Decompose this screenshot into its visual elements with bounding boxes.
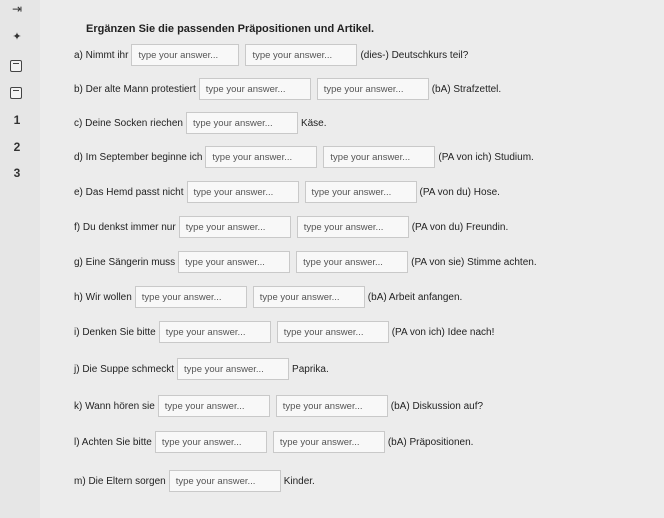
row-suffix: (bA) Diskussion auf? (390, 400, 484, 412)
answer-field[interactable]: type your answer... (199, 78, 311, 100)
row-prefix: c) Deine Socken riechen (74, 117, 183, 129)
answer-field[interactable]: type your answer... (305, 181, 417, 203)
row-prefix: f) Du denkst immer nur (74, 221, 176, 233)
arrow-right-bar-icon[interactable]: ⇥ (11, 2, 23, 16)
exercise-row-h (74, 285, 462, 309)
row-prefix: d) Im September beginne ich (74, 151, 203, 163)
row-suffix: (PA von du) Freundin. (411, 221, 509, 233)
row-suffix: (PA von ich) Idee nach! (391, 326, 495, 338)
row-suffix: (PA von sie) Stimme achten. (411, 256, 537, 268)
row-suffix: (PA von ich) Studium. (438, 151, 534, 163)
exercise-row-i (74, 320, 494, 344)
answer-field[interactable]: type your answer... (277, 321, 389, 343)
answer-field[interactable]: type your answer... (186, 112, 298, 134)
exercise-row-c (74, 111, 327, 135)
row-suffix: (bA) Arbeit anfangen. (367, 291, 463, 303)
list-icon[interactable] (10, 87, 22, 99)
answer-field[interactable]: type your answer... (273, 431, 385, 453)
answer-field[interactable]: type your answer... (178, 251, 290, 273)
answer-field[interactable]: type your answer... (158, 395, 270, 417)
row-suffix: (bA) Strafzettel. (431, 83, 502, 95)
row-suffix: Käse. (300, 117, 327, 129)
note-icon[interactable] (10, 60, 22, 72)
exercise-row-b (74, 77, 501, 101)
exercise-title: Ergänzen Sie die passenden Präpositionen und Artikel. (86, 23, 375, 35)
exercise-row-l (74, 430, 473, 454)
pin-icon[interactable]: ✦ (12, 31, 22, 43)
exercise-row-f (74, 215, 508, 239)
answer-field[interactable]: type your answer... (169, 470, 281, 492)
answer-field[interactable]: type your answer... (245, 44, 357, 66)
answer-field[interactable]: type your answer... (179, 216, 291, 238)
row-suffix: Kinder. (283, 475, 315, 487)
exercise-row-a (74, 43, 468, 67)
exercise-row-d (74, 145, 534, 169)
exercise-row-e (74, 180, 500, 204)
row-prefix: l) Achten Sie bitte (74, 436, 152, 448)
answer-field[interactable]: type your answer... (323, 146, 435, 168)
row-suffix: (bA) Präpositionen. (387, 436, 474, 448)
row-prefix: h) Wir wollen (74, 291, 132, 303)
answer-field[interactable]: type your answer... (177, 358, 289, 380)
exercise-row-k (74, 394, 483, 418)
answer-field[interactable]: type your answer... (131, 44, 239, 66)
row-prefix: i) Denken Sie bitte (74, 326, 156, 338)
row-suffix: Paprika. (292, 363, 329, 375)
row-prefix: b) Der alte Mann protestiert (74, 83, 196, 95)
answer-field[interactable]: type your answer... (159, 321, 271, 343)
sidebar-item-3[interactable]: 3 (13, 166, 21, 180)
answer-field[interactable]: type your answer... (155, 431, 267, 453)
answer-field[interactable]: type your answer... (135, 286, 247, 308)
row-prefix: j) Die Suppe schmeckt (74, 363, 175, 375)
row-prefix: g) Eine Sängerin muss (74, 256, 176, 268)
row-suffix: (dies-) Deutschkurs teil? (360, 49, 469, 61)
answer-field[interactable]: type your answer... (297, 216, 409, 238)
exercise-panel (40, 0, 664, 518)
left-toolbar (0, 0, 40, 518)
row-prefix: k) Wann hören sie (74, 400, 155, 412)
sidebar-item-2[interactable]: 2 (13, 140, 21, 154)
row-prefix: a) Nimmt ihr (74, 49, 129, 61)
exercise-row-m (74, 469, 315, 493)
answer-field[interactable]: type your answer... (276, 395, 388, 417)
sidebar-item-1[interactable]: 1 (13, 113, 21, 127)
exercise-row-j (74, 357, 329, 381)
exercise-row-g (74, 250, 537, 274)
row-prefix: e) Das Hemd passt nicht (74, 186, 184, 198)
answer-field[interactable]: type your answer... (205, 146, 317, 168)
row-suffix: (PA von du) Hose. (419, 186, 500, 198)
answer-field[interactable]: type your answer... (187, 181, 299, 203)
answer-field[interactable]: type your answer... (296, 251, 408, 273)
answer-field[interactable]: type your answer... (253, 286, 365, 308)
row-prefix: m) Die Eltern sorgen (74, 475, 166, 487)
answer-field[interactable]: type your answer... (317, 78, 429, 100)
